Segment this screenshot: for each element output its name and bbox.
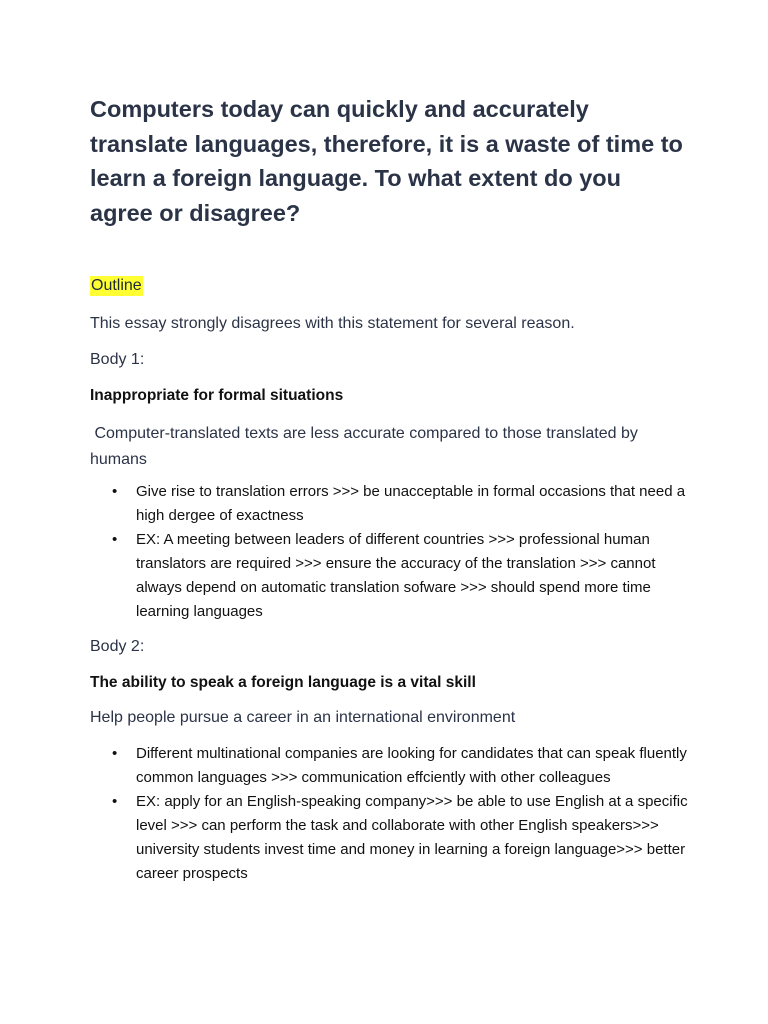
body2-claim: Help people pursue a career in an international environment (90, 709, 516, 726)
body2-bullet-list (90, 742, 690, 886)
bullet-text: Different multinational companies are looking for candidates that can speak fluently common languages >>> communication effciently with other colleagues (136, 745, 687, 786)
bullet-icon: • (112, 531, 118, 548)
bullet-text: EX: apply for an English-speaking company>>> be able to use English at a specific level >>> can perform the task and collaborate with other English speakers>>> university students invest time and money in learning a foreign language>>> better career prospects (136, 793, 688, 882)
list-item (90, 480, 690, 528)
list-item (90, 528, 690, 624)
body2-topic: The ability to speak a foreign language is a vital skill (90, 674, 476, 691)
bullet-icon: • (112, 483, 118, 500)
body1-bullet-list (90, 480, 690, 624)
body1-heading: Body 1: (90, 351, 145, 368)
document-page (90, 92, 690, 882)
thesis-statement: This essay strongly disagrees with this statement for several reason. (90, 315, 575, 332)
essay-question-title: Computers today can quickly and accurately translate languages, therefore, it is a waste of time to learn a foreign language. To what extent do you agree or disagree? (90, 96, 683, 226)
list-item (90, 742, 690, 790)
bullet-text: Give rise to translation errors >>> be unacceptable in formal occasions that need a high dergee of exactness (136, 483, 686, 524)
body2-heading: Body 2: (90, 638, 145, 655)
outline-label: Outline (91, 277, 142, 294)
bullet-icon: • (112, 793, 118, 810)
body1-topic: Inappropriate for formal situations (90, 387, 344, 404)
list-item (90, 790, 690, 886)
bullet-icon: • (112, 745, 118, 762)
body1-claim: Computer-translated texts are less accurate compared to those translated by humans (90, 425, 643, 468)
bullet-text: EX: A meeting between leaders of different countries >>> professional human translators are required >>> ensure the accuracy of the translation >>> cannot always depend on automatic translation sofware >>> should spend more time learning languages (136, 531, 656, 620)
